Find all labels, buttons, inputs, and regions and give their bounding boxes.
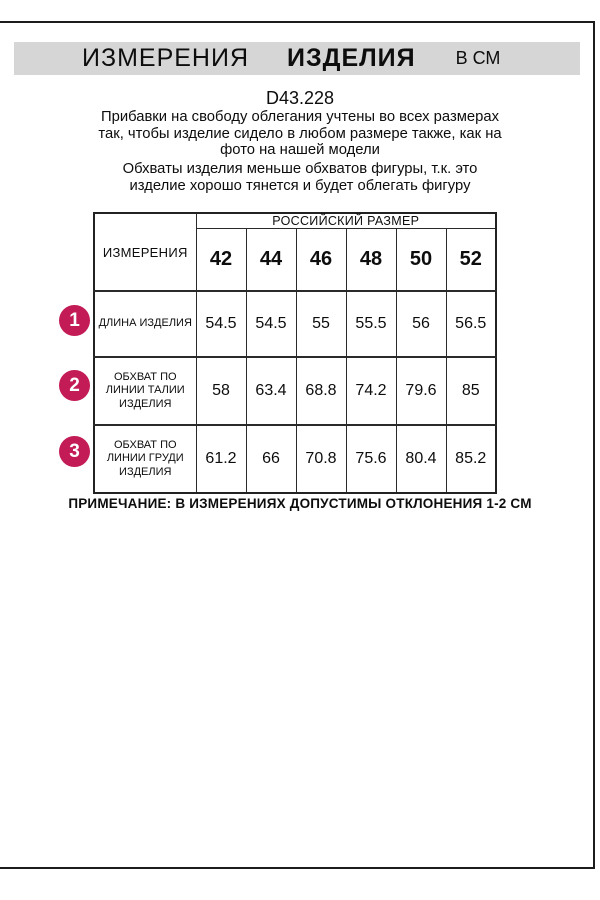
row-number-badge-1: 1 — [59, 305, 90, 336]
value-cell: 63.4 — [246, 357, 296, 425]
value-cell: 61.2 — [196, 425, 246, 493]
value-cell: 54.5 — [246, 291, 296, 357]
value-cell: 58 — [196, 357, 246, 425]
value-cell: 85.2 — [446, 425, 496, 493]
row-number-badge-3: 3 — [59, 436, 90, 467]
russian-size-header: РОССИЙСКИЙ РАЗМЕР — [196, 213, 496, 229]
value-cell: 55 — [296, 291, 346, 357]
size-header-cell: 50 — [396, 229, 446, 292]
table-row-waist — [94, 357, 496, 425]
size-header-cell: 52 — [446, 229, 496, 292]
paragraph-ease-note: Прибавки на свободу облегания учтены во всех размерах так, чтобы изделие сидело в любом размере также, как на фото на нашей модели — [98, 109, 502, 158]
table-row-chest — [94, 425, 496, 493]
table-row-length — [94, 291, 496, 357]
title-bar — [14, 42, 580, 75]
size-header-cell: 44 — [246, 229, 296, 292]
value-cell: 85 — [446, 357, 496, 425]
size-header-cell: 48 — [346, 229, 396, 292]
row-label: ДЛИНА ИЗДЕЛИЯ — [94, 291, 196, 357]
row-number-badge-2: 2 — [59, 370, 90, 401]
title-units: В СМ — [455, 48, 501, 68]
value-cell: 56.5 — [446, 291, 496, 357]
value-cell: 79.6 — [396, 357, 446, 425]
size-header-cell: 42 — [196, 229, 246, 292]
tolerance-note: ПРИМЕЧАНИЕ: В ИЗМЕРЕНИЯХ ДОПУСТИМЫ ОТКЛОНЕНИЯ 1-2 СМ — [68, 496, 532, 511]
value-cell: 54.5 — [196, 291, 246, 357]
value-cell: 70.8 — [296, 425, 346, 493]
size-header-cell: 46 — [296, 229, 346, 292]
measurements-column-header: ИЗМЕРЕНИЯ — [94, 213, 196, 291]
value-cell: 75.6 — [346, 425, 396, 493]
value-cell: 68.8 — [296, 357, 346, 425]
article-code: D43.228 — [265, 88, 335, 108]
paragraph-stretch-note: Обхваты изделия меньше обхватов фигуры, т.к. это изделие хорошо тянется и будет облегать фигуру — [122, 161, 478, 194]
row-label: ОБХВАТ ПО ЛИНИИ ТАЛИИ ИЗДЕЛИЯ — [94, 357, 196, 425]
title-product: ИЗДЕЛИЯ — [287, 44, 416, 72]
value-cell: 56 — [396, 291, 446, 357]
title-measurements: ИЗМЕРЕНИЯ — [82, 44, 249, 72]
row-label: ОБХВАТ ПО ЛИНИИ ГРУДИ ИЗДЕЛИЯ — [94, 425, 196, 493]
value-cell: 74.2 — [346, 357, 396, 425]
size-table — [93, 212, 497, 494]
value-cell: 55.5 — [346, 291, 396, 357]
value-cell: 66 — [246, 425, 296, 493]
value-cell: 80.4 — [396, 425, 446, 493]
